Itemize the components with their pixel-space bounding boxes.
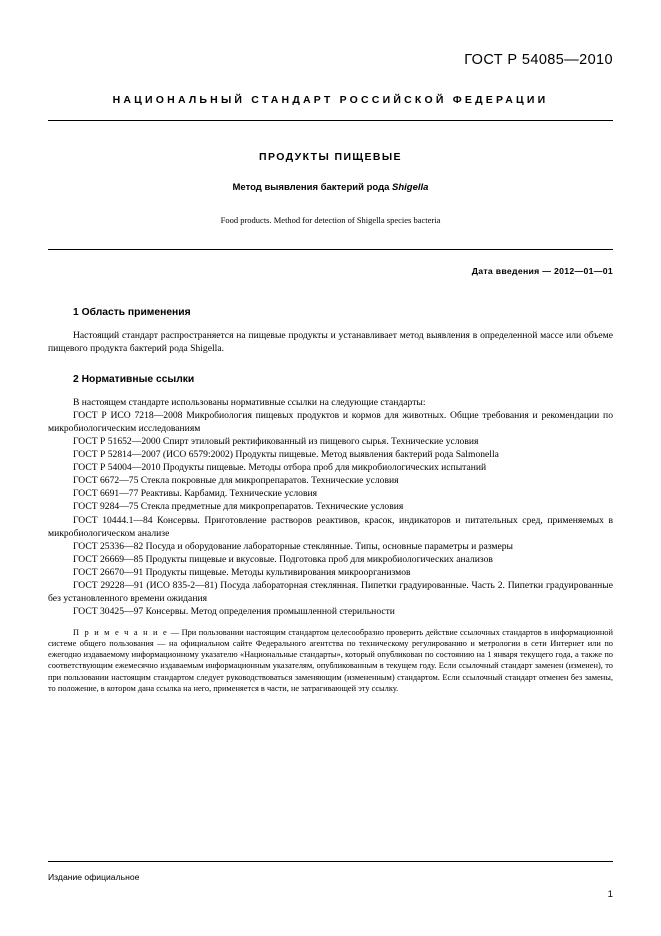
reference-item: ГОСТ 29228—91 (ИСО 835-2—81) Посуда лабораторная стеклянная. Пипетки градуированные. Часть 2. Пипетки градуированные без установленного времени ожидания bbox=[48, 579, 613, 604]
footer-divider bbox=[48, 861, 613, 862]
footer-page-number: 1 bbox=[607, 889, 613, 900]
section-heading-2: 2 Нормативные ссылки bbox=[73, 374, 195, 386]
section-spacer bbox=[48, 355, 613, 373]
document-subtitle-prefix: Метод выявления бактерий рода bbox=[232, 182, 393, 193]
reference-item: ГОСТ Р 51652—2000 Спирт этиловый ректификованный из пищевого сырья. Технические условия bbox=[73, 436, 479, 448]
reference-item: ГОСТ Р ИСО 7218—2008 Микробиология пищевых продуктов и кормов для животных. Общие требования и рекомендации по микробиологическим исследованиям bbox=[48, 410, 613, 435]
reference-item: ГОСТ 30425—97 Консервы. Метод определения промышленной стерильности bbox=[73, 605, 395, 617]
document-subtitle bbox=[48, 182, 613, 193]
note-block bbox=[48, 627, 613, 694]
reference-item: ГОСТ 25336—82 Посуда и оборудование лабораторные стеклянные. Типы, основные параметры и размеры bbox=[73, 540, 513, 552]
reference-item: ГОСТ 9284—75 Стекла предметные для микропрепаратов. Технические условия bbox=[73, 501, 404, 513]
section-1-paragraph-1: Настоящий стандарт распространяется на пищевые продукты и устанавливает метод выявления в определенной массе или объеме пищевого продукта бактерий рода Shigella. bbox=[48, 330, 613, 355]
header-divider-bottom bbox=[48, 249, 613, 250]
standard-code: ГОСТ Р 54085—2010 bbox=[464, 52, 613, 68]
national-standard-heading: НАЦИОНАЛЬНЫЙ СТАНДАРТ РОССИЙСКОЙ ФЕДЕРАЦИИ bbox=[112, 94, 549, 106]
footer-edition: Издание официальное bbox=[48, 872, 140, 882]
effective-date: Дата введения — 2012—01—01 bbox=[471, 266, 613, 276]
reference-item: ГОСТ 6672—75 Стекла покровные для микропрепаратов. Технические условия bbox=[73, 475, 399, 487]
note-text: — При пользовании настоящим стандартом целесообразно проверить действие ссылочных стандартов в информационной системе общего пользования — на официальном сайте Федерального агентства по техническому регулированию и метрологии в сети Интернет или по ежегодно издаваемому информационному указателю «Национальные стандарты», который опубликован по состоянию на 1 января текущего года, а также по соответствующим ежемесячно издаваемым информационным указателям, опубликованным в текущем году. Если ссылочный стандарт заменен (изменен), то при пользовании настоящим стандартом следует руководствоваться заменяющим (измененным) стандартом. Если ссылочный стандарт отменен без замены, то положение, в котором дана ссылка на него, применяется в части, не затрагивающей эту ссылку. bbox=[48, 627, 613, 693]
document-title: ПРОДУКТЫ ПИЩЕВЫЕ bbox=[259, 151, 402, 163]
reference-item: ГОСТ 26669—85 Продукты пищевые и вкусовые. Подготовка проб для микробиологических анализов bbox=[73, 553, 493, 565]
reference-item: ГОСТ 6691—77 Реактивы. Карбамид. Технические условия bbox=[73, 488, 318, 500]
section-heading-1: 1 Область применения bbox=[73, 307, 191, 318]
reference-item: ГОСТ Р 54004—2010 Продукты пищевые. Методы отбора проб для микробиологических испытаний bbox=[73, 462, 487, 474]
section-2-intro: В настоящем стандарте использованы нормативные ссылки на следующие стандарты: bbox=[73, 397, 426, 409]
reference-item: ГОСТ 26670—91 Продукты пищевые. Методы культивирования микроорганизмов bbox=[73, 566, 411, 578]
document-body bbox=[48, 306, 613, 694]
reference-item: ГОСТ Р 52814—2007 (ИСО 6579:2002) Продукты пищевые. Метод выявления бактерий рода Salmonella bbox=[73, 449, 499, 461]
note-label: П р и м е ч а н и е bbox=[73, 627, 169, 637]
document-title-english: Food products. Method for detection of Shigella species bacteria bbox=[220, 215, 441, 225]
reference-item: ГОСТ 10444.1—84 Консервы. Приготовление растворов реактивов, красок, индикаторов и питательных сред, применяемых в микробиологическом анализе bbox=[48, 514, 613, 539]
document-subtitle-genus: Shigella bbox=[392, 182, 429, 193]
header-divider-top bbox=[48, 120, 613, 121]
